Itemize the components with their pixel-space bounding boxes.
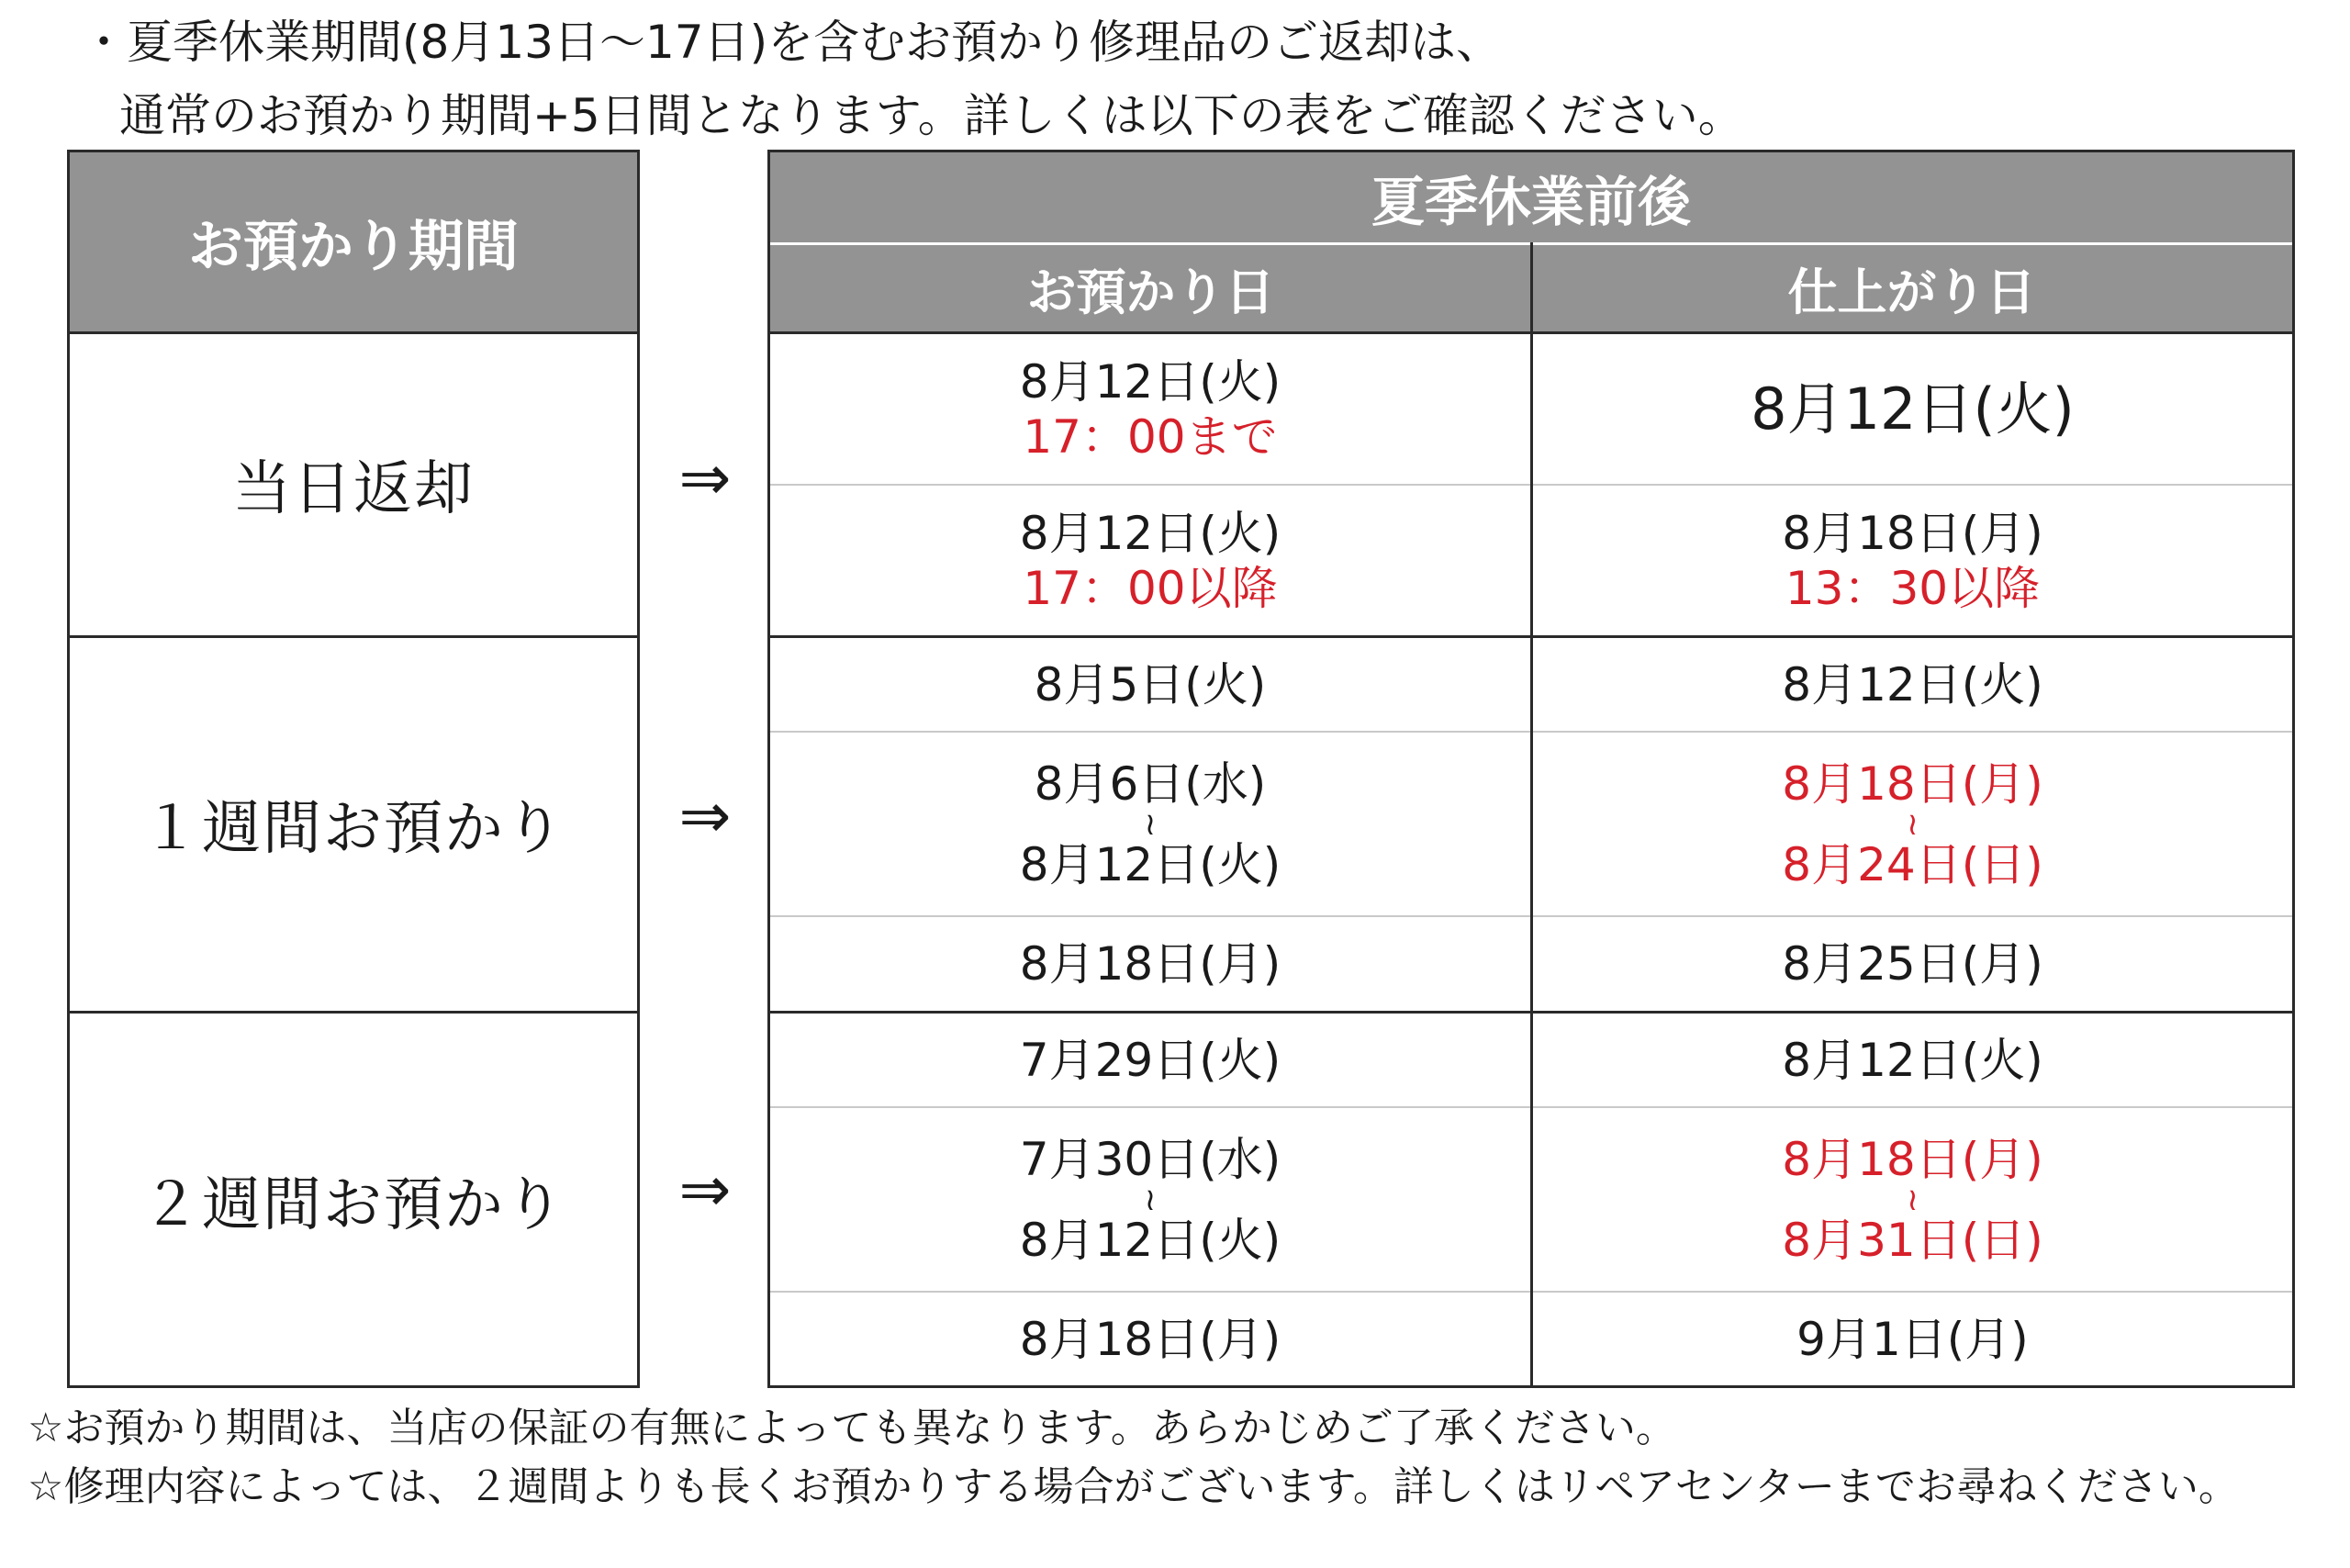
drop-off-date: 8月12日(火) (1019, 354, 1281, 409)
drop-off-date-start: 8月6日(水) (1034, 756, 1267, 811)
completion-date-end: 8月24日(日) (1782, 837, 2043, 891)
drop-off-date-start: 7月30日(水) (1019, 1132, 1281, 1186)
completion-date: 8月12日(火) (1782, 657, 2043, 711)
footnote: ☆修理内容によっては、２週間よりも長くお預かりする場合がございます。詳しくはリペアセンターまでお尋ねください。 (28, 1463, 2239, 1510)
drop-off-time: 17：00まで (1023, 409, 1278, 464)
intro-line-1: ・夏季休業期間(8月13日〜17日)を含むお預かり修理品のご返却は、 (81, 16, 1503, 69)
period-same-day: 当日返却 (232, 455, 475, 523)
completion-cell (1533, 638, 2292, 731)
schedule-table (767, 150, 2295, 1388)
period-header: お預かり期間 (70, 152, 637, 331)
completion-date-start: 8月18日(月) (1782, 1132, 2043, 1186)
drop-off-cell (770, 733, 1530, 915)
arrow-icon: ⇒ (678, 1154, 732, 1226)
completion-cell (1533, 486, 2292, 635)
drop-off-cell (770, 917, 1530, 1011)
arrow-icon: ⇒ (678, 442, 732, 515)
completion-cell (1533, 733, 2292, 915)
completion-date-end: 8月31日(日) (1782, 1213, 2043, 1267)
intro-text (81, 6, 1744, 152)
drop-off-cell (770, 486, 1530, 635)
completion-date-start: 8月18日(月) (1782, 756, 2043, 811)
completion-cell (1533, 1293, 2292, 1385)
drop-off-cell (770, 334, 1530, 484)
completion-cell (1533, 1014, 2292, 1106)
period-one-week: １週間お預かり (141, 795, 565, 863)
drop-off-date-end: 8月12日(火) (1019, 1213, 1281, 1267)
period-two-weeks: ２週間お預かり (141, 1170, 565, 1239)
completion-cell (1533, 1108, 2292, 1291)
completion-date: 8月12日(火) (1751, 375, 2075, 442)
drop-off-date: 7月29日(火) (1019, 1033, 1281, 1087)
range-tilde: ≀ (1907, 1181, 1919, 1218)
range-tilde: ≀ (1144, 1181, 1157, 1218)
column-divider (1530, 242, 1533, 1385)
drop-off-date: 8月18日(月) (1019, 937, 1281, 991)
range-tilde: ≀ (1907, 805, 1919, 843)
footnote: ☆お預かり期間は、当店の保証の有無によっても異なります。あらかじめご了承ください。 (28, 1405, 1676, 1451)
completion-date: 8月18日(月) (1782, 506, 2043, 560)
drop-off-cell (770, 638, 1530, 731)
period-table (67, 150, 640, 1388)
intro-line-2: 通常のお預かり期間+5日間となります。詳しくは以下の表をご確認ください。 (119, 89, 1744, 142)
drop-off-cell (770, 1293, 1530, 1385)
completion-time: 13：30以降 (1785, 561, 2041, 615)
drop-off-date: 8月18日(月) (1019, 1312, 1281, 1366)
completion-date: 8月12日(火) (1782, 1033, 2043, 1087)
drop-off-date: 8月5日(火) (1034, 657, 1267, 711)
drop-off-date: 8月12日(火) (1019, 506, 1281, 560)
drop-off-date-end: 8月12日(火) (1019, 837, 1281, 891)
completion-date: 9月1日(月) (1796, 1312, 2029, 1366)
completion-cell (1533, 334, 2292, 484)
range-tilde: ≀ (1144, 805, 1157, 843)
drop-off-time: 17：00以降 (1023, 561, 1278, 615)
drop-off-cell (770, 1108, 1530, 1291)
col-header-drop-off: お預かり日 (770, 245, 1531, 331)
drop-off-cell (770, 1014, 1530, 1106)
arrow-icon: ⇒ (678, 780, 732, 853)
group-header: 夏季休業前後 (770, 152, 2292, 242)
completion-date: 8月25日(月) (1782, 937, 2043, 991)
col-header-completion: 仕上がり日 (1531, 245, 2292, 331)
completion-cell (1533, 917, 2292, 1011)
